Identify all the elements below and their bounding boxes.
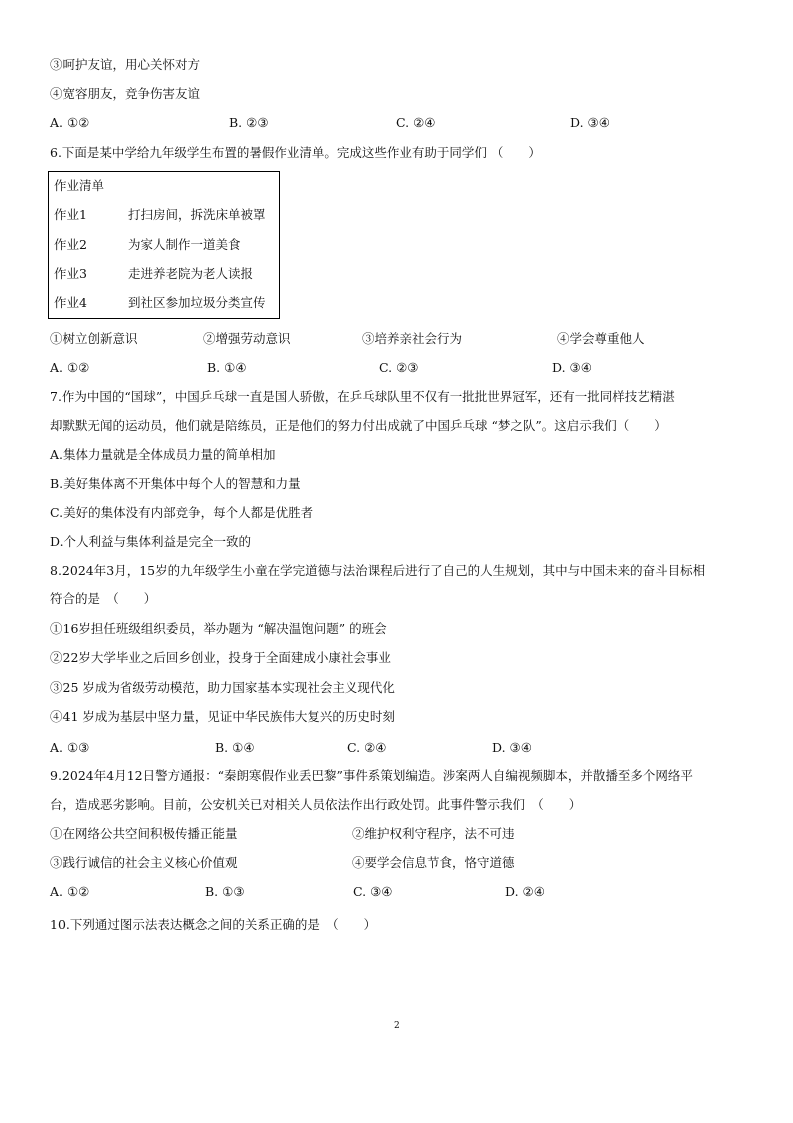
q6-option-c: C. ②③ [379, 360, 419, 375]
q7-option-a: A.集体力量就是全体成员力量的简单相加 [50, 447, 276, 462]
q5-statement-4: ④宽容朋友，竞争伤害友谊 [50, 86, 201, 101]
q8-stem-line-2: 符合的是 （ ） [50, 591, 157, 606]
q6-statement-1: ①树立创新意识 [50, 331, 138, 346]
homework-label-4: 作业4 [54, 295, 87, 310]
homework-list-box [48, 171, 280, 319]
q8-statement-2: ②22岁大学毕业之后回乡创业，投身于全面建成小康社会事业 [50, 650, 391, 665]
q6-statement-4: ④学会尊重他人 [557, 331, 645, 346]
q9-option-a: A. ①② [50, 884, 90, 899]
q9-statement-4: ④要学会信息节食，恪守道德 [352, 855, 515, 870]
q7-option-b: B.美好集体离不开集体中每个人的智慧和力量 [50, 476, 301, 491]
q9-stem-line-2: 台，造成恶劣影响。目前，公安机关已对相关人员依法作出行政处罚。此事件警示我们 （ ） [50, 797, 582, 812]
homework-list-title: 作业清单 [54, 178, 105, 193]
homework-text-3: 走进养老院为老人读报 [128, 266, 254, 281]
q5-option-d: D. ③④ [570, 115, 610, 130]
q6-statement-2: ②增强劳动意识 [203, 331, 291, 346]
homework-label-3: 作业3 [54, 266, 87, 281]
q9-option-d: D. ②④ [505, 884, 545, 899]
q5-option-b: B. ②③ [229, 115, 269, 130]
q8-statement-3: ③25 岁成为省级劳动模范，助力国家基本实现社会主义现代化 [50, 680, 395, 695]
q8-statement-4: ④41 岁成为基层中坚力量，见证中华民族伟大复兴的历史时刻 [50, 709, 395, 724]
q8-option-b: B. ①④ [215, 740, 255, 755]
q7-stem-line-2: 却默默无闻的运动员，他们就是陪练员，正是他们的努力付出成就了中国乒乓球 “梦之队”。这启示我们（ ） [50, 418, 667, 433]
q8-option-d: D. ③④ [492, 740, 532, 755]
q9-statement-2: ②维护权利守程序，法不可违 [352, 826, 515, 841]
q7-option-c: C.美好的集体没有内部竞争，每个人都是优胜者 [50, 505, 314, 520]
q9-option-b: B. ①③ [205, 884, 245, 899]
homework-text-1: 打扫房间，拆洗床单被罩 [128, 207, 266, 222]
q6-option-a: A. ①② [50, 360, 90, 375]
q6-stem: 6.下面是某中学给九年级学生布置的暑假作业清单。完成这些作业有助于同学们 （ ） [50, 145, 541, 160]
q6-option-b: B. ①④ [207, 360, 247, 375]
homework-label-2: 作业2 [54, 237, 87, 252]
q7-stem-line-1: 7.作为中国的“国球”，中国乒乓球一直是国人骄傲，在乒乓球队里不仅有一批批世界冠军，还有一批同样技艺精湛 [50, 389, 675, 404]
homework-label-1: 作业1 [54, 207, 87, 222]
q8-option-c: C. ②④ [347, 740, 387, 755]
homework-text-2: 为家人制作一道美食 [128, 237, 241, 252]
q5-statement-3: ③呵护友谊，用心关怀对方 [50, 57, 201, 72]
q9-statement-3: ③践行诚信的社会主义核心价值观 [50, 855, 238, 870]
homework-text-4: 到社区参加垃圾分类宣传 [128, 295, 266, 310]
q8-statement-1: ①16岁担任班级组织委员，举办题为 “解决温饱问题” 的班会 [50, 621, 387, 636]
q6-option-d: D. ③④ [552, 360, 592, 375]
q10-stem: 10.下列通过图示法表达概念之间的关系正确的是 （ ） [50, 917, 377, 932]
q6-statement-3: ③培养亲社会行为 [362, 331, 463, 346]
q8-option-a: A. ①③ [50, 740, 90, 755]
q9-stem-line-1: 9.2024年4月12日警方通报：“秦朗寒假作业丢巴黎”事件系策划编造。涉案两人自编视频脚本，并散播至多个网络平 [50, 768, 693, 783]
q5-option-a: A. ①② [50, 115, 90, 130]
page-number: 2 [394, 1021, 400, 1031]
q8-stem-line-1: 8.2024年3月，15岁的九年级学生小童在学完道德与法治课程后进行了自己的人生规划，其中与中国未来的奋斗目标相 [50, 563, 706, 578]
q7-option-d: D.个人利益与集体利益是完全一致的 [50, 534, 252, 549]
q9-option-c: C. ③④ [353, 884, 393, 899]
q5-option-c: C. ②④ [396, 115, 436, 130]
q9-statement-1: ①在网络公共空间积极传播正能量 [50, 826, 238, 841]
